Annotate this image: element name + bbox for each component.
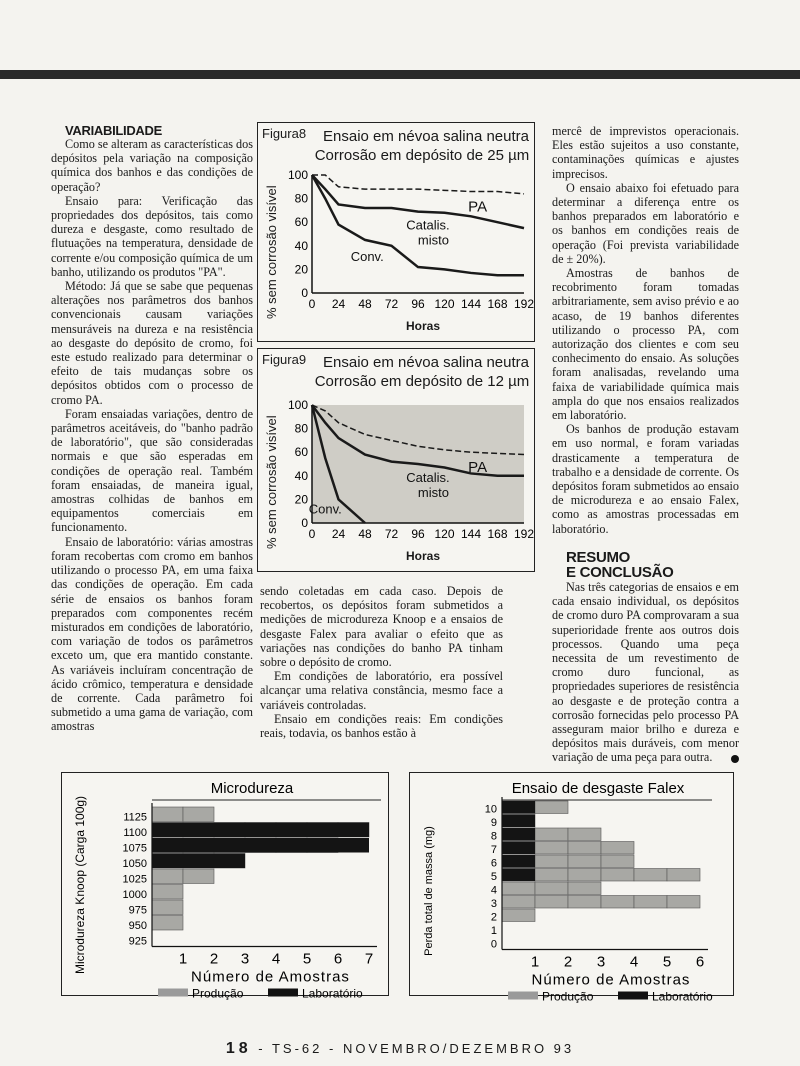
y-tick-label: 1025: [122, 873, 147, 886]
producao-cell: [535, 896, 568, 909]
paragraph: Os banhos de produção estavam em uso normal, e foram variadas drasticamente a temperatura de trabalho e a densidade de corrente. Os depósitos foram submetidos ao ensaio de microdureza e ao ensaio Falex, como as amostras processadas em laboratório.: [552, 422, 739, 536]
series-label: misto: [417, 485, 449, 500]
producao-cell: [568, 842, 601, 855]
y-axis-label: Perda total de massa (mg): [423, 826, 435, 956]
y-tick-label: 1000: [122, 889, 147, 901]
y-axis-label: Microdureza Knoop (Carga 100g): [73, 795, 87, 975]
laboratorio-cell: [338, 838, 369, 853]
laboratorio-cell: [152, 838, 183, 853]
y-tick-label: 40: [294, 468, 308, 483]
x-tick-label: 6: [695, 953, 705, 971]
paragraph: Método: Já que se sabe que pequenas alterações nos parâmetros dos banhos convencionais causam variações mensuráveis na dureza e na resistência ao desgaste do depósito de cromo, foi este estudo realizado para determinar o efeito de tais mudanças sobre os depósitos obtidos com o processo de cromo PA.: [51, 279, 253, 407]
paragraph: Em condições de laboratório, era possível alcançar uma relativa constância, mesmo face a variáveis controladas.: [260, 669, 503, 712]
laboratorio-cell: [307, 838, 338, 853]
x-tick-label: 1: [530, 953, 540, 971]
y-axis-label: % sem corrosão visível: [264, 415, 279, 549]
laboratorio-cell: [152, 823, 183, 838]
producao-cell: [667, 896, 700, 909]
legend-swatch-producao: [508, 992, 538, 1000]
chart-title: Ensaio de desgaste Falex: [511, 780, 685, 797]
producao-cell: [667, 869, 700, 882]
laboratorio-cell: [502, 828, 535, 841]
producao-cell: [601, 842, 634, 855]
chart-subtitle: Corrosão em depósito de 25 µm: [314, 147, 530, 164]
x-tick-label: 3: [596, 953, 606, 971]
laboratorio-cell: [502, 815, 535, 828]
y-tick-label: 60: [294, 445, 308, 460]
chart-title: Microdureza: [210, 780, 294, 797]
legend-swatch-producao: [158, 989, 188, 997]
figure-label: Figura8: [262, 126, 307, 141]
section-heading-conclusao: E CONCLUSÃO: [566, 563, 674, 581]
microdureza-figure: [61, 772, 389, 1001]
producao-cell: [502, 896, 535, 909]
y-tick-label: 1: [490, 925, 497, 937]
y-tick-label: 7: [490, 844, 497, 856]
laboratorio-cell: [183, 854, 214, 869]
x-tick-label: 168: [487, 297, 508, 311]
x-tick-label: 144: [460, 297, 482, 311]
page-number: 18: [225, 1040, 252, 1057]
y-tick-label: 1050: [122, 858, 147, 870]
producao-cell: [502, 882, 535, 895]
legend-label-laboratorio: Laboratório: [302, 986, 363, 1001]
series-label: Catalis.: [406, 217, 450, 233]
y-tick-label: 8: [490, 830, 497, 843]
laboratorio-cell: [214, 854, 245, 869]
paragraph: Amostras de banhos de recobrimento foram tomadas arbitrariamente, sem aviso prévio e ao acaso, de 19 banhos diferentes utilizando o processo PA, com autorização dos clientes e com seu conhecimento do ensaio. As soluções foram analisadas, revelando uma faixa de variabilidade química mais ampla do que nos ensaios realizados em laboratório.: [552, 266, 739, 423]
x-tick-label: 48: [358, 527, 372, 541]
laboratorio-cell: [183, 838, 214, 853]
y-tick-label: 0: [301, 286, 308, 300]
y-tick-label: 20: [294, 492, 308, 507]
x-tick-label: 2: [209, 950, 219, 968]
falex-figure: [409, 772, 734, 1004]
chart-plot: [258, 349, 534, 571]
chart-title: Ensaio em névoa salina neutra: [323, 354, 529, 371]
producao-cell: [535, 855, 568, 868]
producao-cell: [568, 896, 601, 909]
x-tick-label: 96: [411, 297, 425, 311]
laboratorio-cell: [245, 823, 276, 838]
x-tick-label: 0: [308, 527, 316, 541]
laboratorio-cell: [276, 838, 307, 853]
paragraph: Nas três categorias de ensaios e em cada ensaio individual, os depósitos de cromo duro PA comprovaram a sua superioridade frente aos outros dois processos. Quando uma peça necessita de um revestimento de cromo duro funcional, as propriedades superiores de resistência ao desgaste e de proteção contra a corrosão fornecidas pelo processo PA asseguram maior brilho e dureza e depósitos mais duráveis, com menor variação de uma peça para outra.: [552, 579, 739, 765]
producao-cell: [634, 896, 667, 909]
y-tick-label: 975: [128, 904, 147, 917]
chart-plot: [410, 773, 733, 1004]
top-rule: [0, 70, 800, 79]
x-axis-label: Número de Amostras: [191, 968, 350, 986]
y-tick-label: 1100: [123, 827, 147, 839]
producao-cell: [152, 916, 183, 931]
producao-cell: [568, 882, 601, 895]
y-axis-label: % sem corrosão visível: [264, 185, 279, 319]
producao-cell: [535, 842, 568, 855]
producao-cell: [535, 869, 568, 882]
paragraph: mercê de imprevistos operacionais. Eles estão sujeitos a uso constante, contaminações químicas e ajustes imprecisos.: [552, 124, 739, 181]
series-label: Conv.: [308, 501, 342, 517]
left-column: [51, 124, 253, 734]
y-tick-label: 0: [301, 516, 308, 530]
x-tick-label: 3: [240, 950, 250, 968]
x-tick-label: 192: [513, 297, 535, 311]
producao-cell: [568, 828, 601, 841]
paragraph: Ensaio para: Verificação das propriedades dos depósitos, tais como dureza e desgaste, como resultado de flutuações na temperatura, densidade de corrente e/ou composição química de um banho, utilizando os produtos "PA".: [51, 193, 253, 279]
laboratorio-cell: [338, 823, 369, 838]
paragraph: Como se alteram as características dos depósitos pela variação na composição química dos banhos e das condições de operação?: [51, 137, 253, 194]
y-tick-label: 925: [128, 935, 147, 948]
producao-cell: [568, 855, 601, 868]
producao-cell: [535, 828, 568, 841]
x-tick-label: 0: [308, 297, 316, 311]
figure-8: [257, 122, 535, 342]
x-axis-label: Número de Amostras: [531, 971, 691, 989]
y-tick-label: 9: [490, 817, 497, 829]
y-tick-label: 1075: [122, 842, 147, 855]
x-tick-label: 1: [178, 950, 188, 968]
x-tick-label: 96: [411, 527, 425, 541]
producao-cell: [601, 855, 634, 868]
y-tick-label: 3: [490, 898, 497, 910]
chart-plot: [258, 123, 534, 341]
chart-plot: [62, 773, 388, 1001]
x-tick-label: 192: [513, 527, 535, 541]
x-tick-label: 7: [364, 950, 374, 968]
x-tick-label: 2: [563, 953, 573, 971]
x-tick-label: 72: [384, 297, 399, 311]
x-tick-label: 168: [487, 527, 508, 541]
producao-cell: [152, 807, 183, 822]
page-footer: [0, 1040, 800, 1058]
series-label: Catalis.: [406, 470, 450, 485]
middle-column: [260, 584, 503, 740]
laboratorio-cell: [152, 854, 183, 869]
y-tick-label: 100: [287, 168, 308, 182]
y-tick-label: 20: [294, 262, 308, 277]
x-tick-label: 6: [333, 950, 343, 968]
producao-cell: [601, 896, 634, 909]
x-tick-label: 120: [434, 527, 455, 541]
legend-swatch-laboratorio: [618, 992, 648, 1000]
producao-cell: [183, 807, 214, 822]
paragraph: Ensaio em condições reais: Em condições reais, todavia, os banhos estão à: [260, 711, 503, 741]
y-tick-label: 40: [294, 238, 308, 253]
y-tick-label: 6: [490, 857, 497, 870]
producao-cell: [152, 869, 183, 884]
laboratorio-cell: [502, 842, 535, 855]
x-tick-label: 144: [460, 527, 482, 541]
footer-issue: - TS-62 - NOVEMBRO/DEZEMBRO 93: [258, 1041, 575, 1056]
producao-cell: [568, 869, 601, 882]
x-tick-label: 48: [358, 297, 372, 311]
legend-label-laboratorio: Laboratório: [652, 989, 713, 1004]
x-axis-label: Horas: [406, 549, 441, 563]
end-mark-icon: [731, 755, 739, 763]
producao-cell: [152, 885, 183, 900]
laboratorio-cell: [307, 823, 338, 838]
legend-label-producao: Produção: [542, 989, 594, 1004]
x-tick-label: 72: [384, 527, 399, 541]
laboratorio-cell: [276, 823, 307, 838]
laboratorio-cell: [245, 838, 276, 853]
producao-cell: [152, 900, 183, 915]
y-tick-label: 2: [490, 911, 497, 924]
laboratorio-cell: [502, 801, 535, 814]
series-label: PA: [468, 198, 488, 216]
laboratorio-cell: [502, 855, 535, 868]
paragraph: Foram ensaiadas variações, dentro de parâmetros aceitáveis, do "banho padrão de laboratório", que são consideradas normais e que são esperadas em condições de operação real. Também foram ensaiadas, de maneira igual, amostras colhidas de banhos em equipamentos comerciais em funcionamento.: [51, 406, 253, 535]
y-tick-label: 1125: [123, 811, 147, 824]
y-tick-label: 100: [287, 398, 308, 412]
figure-9: [257, 348, 535, 572]
x-tick-label: 4: [271, 950, 281, 968]
x-tick-label: 5: [302, 950, 312, 968]
x-tick-label: 4: [629, 953, 639, 971]
producao-cell: [183, 869, 214, 884]
y-tick-label: 4: [490, 884, 497, 897]
y-tick-label: 5: [490, 871, 497, 883]
x-axis-label: Horas: [406, 319, 441, 333]
chart-title: Ensaio em névoa salina neutra: [323, 128, 529, 145]
producao-cell: [535, 882, 568, 895]
y-tick-label: 950: [128, 920, 147, 932]
legend-label-producao: Produção: [192, 986, 244, 1001]
figure-label: Figura9: [262, 352, 307, 367]
x-tick-label: 24: [331, 527, 346, 541]
laboratorio-cell: [214, 838, 245, 853]
producao-cell: [634, 869, 667, 882]
y-tick-label: 60: [294, 215, 308, 230]
x-tick-label: 24: [331, 297, 346, 311]
chart-subtitle: Corrosão em depósito de 12 µm: [314, 373, 530, 390]
x-tick-label: 120: [434, 297, 455, 311]
paragraph: O ensaio abaixo foi efetuado para determinar a diferença entre os banhos preparados em laboratório e os banhos em condições reais de operação (Foi prevista variabilidade de ± 20%).: [552, 180, 739, 266]
legend-swatch-laboratorio: [268, 989, 298, 997]
producao-cell: [535, 801, 568, 814]
section-heading-variabilidade: VARIABILIDADE: [65, 123, 162, 138]
y-tick-label: 80: [294, 191, 308, 206]
laboratorio-cell: [214, 823, 245, 838]
series-line-pa: [312, 175, 524, 194]
paragraph: sendo coletadas em cada caso. Depois de recobertos, os depósitos foram submetidos a medições de microdureza Knoop e a ensaios de desgaste Falex para avaliar o efeito que as variações nas condições do banho PA tinham sobre o depósito de cromo.: [260, 584, 503, 670]
laboratorio-cell: [502, 869, 535, 882]
series-label: misto: [417, 232, 449, 248]
series-label: Conv.: [350, 249, 384, 265]
paragraph: Ensaio de laboratório: várias amostras foram recobertas com cromo em banhos utilizando o processo PA, em uma faixa das condições de operação. Em cada série de ensaios os banhos foram preparados com componentes recém misturados em condições de laboratório, com variação de todos os parâmetros exceto um, que era mantido constante. As variáveis incluíram concentração de ácido crômico, temperatura e densidade de corrente. Cada parâmetro foi submetido a uma gama de variação, com amostras: [51, 534, 253, 734]
producao-cell: [601, 869, 634, 882]
x-tick-label: 5: [662, 953, 672, 971]
laboratorio-cell: [183, 823, 214, 838]
producao-cell: [502, 909, 535, 922]
y-tick-label: 0: [490, 938, 497, 951]
series-label: PA: [468, 459, 488, 477]
y-tick-label: 10: [484, 803, 497, 816]
section-heading-resumo: RESUMO: [566, 548, 631, 566]
right-column: [552, 124, 739, 765]
y-tick-label: 80: [294, 421, 308, 436]
